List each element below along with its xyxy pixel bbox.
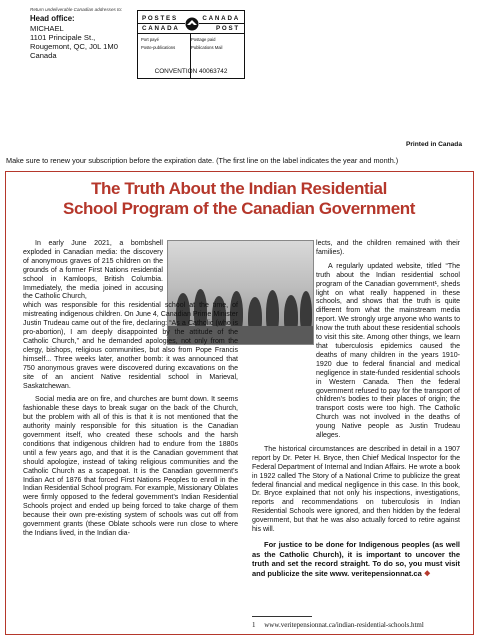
- postage-canada-fr: CANADA: [202, 15, 240, 22]
- paragraph: which was responsible for this residential school at the time, of mistreating indigenous children. On June 4, Canadian Prime Minister Justin Trudeau came out of the fire, declaring: “As a Catholic (who is pro-abortion), I am deeply disappointed by the attitude of the Catholic Church,” and he demanded apologies, not only from the clergy, bishops, religious communities, but also from Pope Francis himself... Three weeks later, another bomb: it was announced that 750 anonymous graves were discovered during excavations on the site of an ancient Native residential school in Marieval, Saskatchewan.: [23, 302, 238, 390]
- head-office-heading: Head office:: [30, 14, 75, 23]
- address-line: MICHAEL: [30, 24, 64, 33]
- postage-cell: Poste-publications: [141, 45, 176, 50]
- postage-convention: CONVENTION 40063742: [154, 68, 228, 75]
- footnote-link[interactable]: www.veritepensionnat.ca/indian-residential-schools.html: [264, 621, 424, 629]
- footnote: [252, 621, 424, 629]
- return-note: Return undeliverable Canadian addresses to:: [30, 7, 123, 12]
- paragraph: In early June 2021, a bombshell exploded in Canadian media: the discovery of anonymous graves of 215 children on the grounds of a former First Nations residential school in Kamloops, British Columbia. Immediately, the media joined in accusing the Catholic Church,: [23, 240, 163, 301]
- fleuron-icon: ❖: [423, 568, 431, 578]
- return-address-block: [30, 7, 150, 60]
- article-column-right: [252, 240, 460, 578]
- address-line: Rougemont, QC, J0L 1M0: [30, 42, 118, 51]
- postage-cell: Postage paid: [191, 37, 216, 42]
- title-line: The Truth About the Indian Residential: [91, 179, 387, 198]
- call-to-action: [252, 540, 460, 578]
- paragraph: A regularly updated website, titled “The truth about the Indian residential school program of the Canadian government¹, sheds light on what really happened in these schools, and shows that the truth is quite different from what the mainstream media report. We strongly urge anyone who wants to know the truth about these residential schools to visit this site. Among other things, we learn that tuberculosis epidemics caused the deaths of many children in the years 1910-1920 due to federal financial and medical negligence in state-funded residential schools in Western Canada. Then the federal government refused to pay for the transport of children’s bodies to their places of origin; the transport costs were too high. The Catholic Church was not involved in the deaths of young Native people as Justin Trudeau alleges.: [316, 262, 460, 440]
- paragraph: The historical circumstances are described in detail in a 1907 report by Dr. Peter H. Bryce, then Chief Medical Inspector for the Federal Department of Internal and Indian Affairs. He wrote a book in 1922 called The Story of a National Crime to publicize the great federal financial and medical negligence in this case. In this book, Dr. Bryce explained that not only his inspections, investigations, reports and recommendations on tuberculosis in Indian Residential Schools were ignored, and then hidden by the federal government, but that he was also actually forced to retire against his will.: [252, 445, 460, 534]
- address-line: Canada: [30, 51, 57, 60]
- footnote-number: 1: [252, 621, 256, 629]
- postage-canada-en: CANADA: [142, 25, 180, 32]
- paragraph: lects, and the children remained with their families).: [316, 240, 460, 256]
- postage-cell: Publications Mail: [191, 45, 223, 50]
- postage-indicia: [137, 10, 245, 79]
- title-line: School Program of the Canadian Government: [63, 199, 415, 218]
- article-column-left: [23, 240, 238, 539]
- renewal-notice: Make sure to renew your subscription before the expiration date. (The first line on the label indicates the year and month.): [6, 156, 399, 165]
- paragraph: Social media are on fire, and churches are burnt down. It seems fashionable these days to break sugar on the back of the Church, but the problem with all of this is that it is not mentioned that the authority mainly responsible for this situation is the Canadian government itself, who created these schools and the harsh conditions that indigenous children had to endure from the 1880s until a few years ago, and that it is the Canadian government that should apologize, instead of taking religious communities and the Catholic Church as a scapegoat. It is the Canadian government’s Indian Act of 1876 that forced First Nations Peoples to enroll in the Indian Residential School program. For example, Missionary Oblates were firmly opposed to the federal government’s Indian Residential Schools project and ended up being forced to take charge of them because their own pre-existing system of schools was cut off from government grants (these Oblate schools were run close to where the Indians lived, in the Indian dia-: [23, 396, 238, 537]
- postage-postes: POSTES: [142, 15, 178, 22]
- address-line: 1101 Principale St.,: [30, 33, 96, 42]
- article-title: [8, 179, 470, 219]
- printed-in-canada: Printed in Canada: [405, 141, 462, 148]
- postage-cell: Port payé: [141, 37, 159, 42]
- cta-text: For justice to be done for Indigenous peoples (as well as the Catholic Church), it is important to uncover the truth and set the record straight. To do so, you must visit and publicize the site www. veritepensionnat.ca: [252, 540, 460, 578]
- postage-post: POST: [215, 25, 240, 32]
- footnote-rule: [252, 616, 312, 617]
- canada-post-logo-icon: [185, 17, 199, 31]
- return-address: [30, 24, 150, 60]
